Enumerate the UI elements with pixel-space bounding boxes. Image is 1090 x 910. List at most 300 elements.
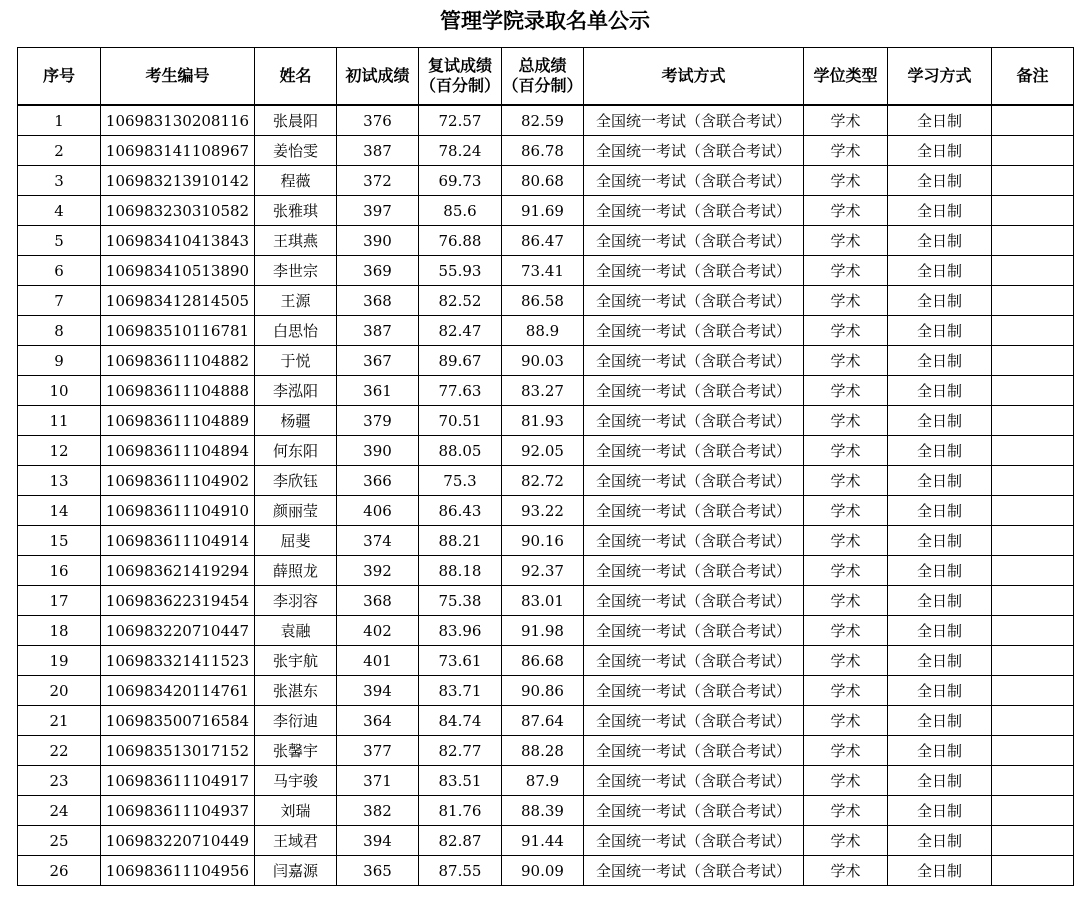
cell-name: 闫嘉源 <box>255 856 337 886</box>
table-row <box>18 226 1074 256</box>
cell-total-score: 73.41 <box>502 256 584 286</box>
table-row <box>18 406 1074 436</box>
cell-name: 薛照龙 <box>255 556 337 586</box>
cell-seq: 9 <box>18 346 101 376</box>
cell-candidate-id: 106983420114761 <box>101 676 255 706</box>
cell-note <box>992 136 1074 166</box>
cell-name: 杨疆 <box>255 406 337 436</box>
cell-study-mode: 全日制 <box>888 496 992 526</box>
header-name: 姓名 <box>255 48 337 106</box>
cell-retest-score: 83.51 <box>419 766 502 796</box>
cell-retest-score: 88.18 <box>419 556 502 586</box>
cell-total-score: 82.59 <box>502 105 584 136</box>
cell-exam-method: 全国统一考试（含联合考试） <box>584 766 804 796</box>
cell-seq: 8 <box>18 316 101 346</box>
cell-study-mode: 全日制 <box>888 736 992 766</box>
header-initial-score: 初试成绩 <box>337 48 419 106</box>
cell-note <box>992 316 1074 346</box>
table-row <box>18 436 1074 466</box>
cell-study-mode: 全日制 <box>888 856 992 886</box>
cell-candidate-id: 106983622319454 <box>101 586 255 616</box>
cell-name: 王琪燕 <box>255 226 337 256</box>
cell-seq: 22 <box>18 736 101 766</box>
cell-candidate-id: 106983611104902 <box>101 466 255 496</box>
cell-study-mode: 全日制 <box>888 556 992 586</box>
cell-name: 马宇骏 <box>255 766 337 796</box>
cell-exam-method: 全国统一考试（含联合考试） <box>584 496 804 526</box>
cell-initial-score: 365 <box>337 856 419 886</box>
cell-total-score: 83.27 <box>502 376 584 406</box>
cell-study-mode: 全日制 <box>888 586 992 616</box>
cell-candidate-id: 106983213910142 <box>101 166 255 196</box>
cell-name: 李衍迪 <box>255 706 337 736</box>
cell-initial-score: 371 <box>337 766 419 796</box>
cell-seq: 12 <box>18 436 101 466</box>
header-id: 考生编号 <box>101 48 255 106</box>
header-total-score <box>502 48 584 106</box>
cell-total-score: 87.64 <box>502 706 584 736</box>
cell-study-mode: 全日制 <box>888 466 992 496</box>
cell-exam-method: 全国统一考试（含联合考试） <box>584 556 804 586</box>
cell-exam-method: 全国统一考试（含联合考试） <box>584 406 804 436</box>
cell-total-score: 90.16 <box>502 526 584 556</box>
cell-initial-score: 397 <box>337 196 419 226</box>
cell-retest-score: 82.52 <box>419 286 502 316</box>
cell-initial-score: 392 <box>337 556 419 586</box>
cell-degree-type: 学术 <box>804 586 888 616</box>
table-row <box>18 736 1074 766</box>
cell-name: 袁融 <box>255 616 337 646</box>
cell-study-mode: 全日制 <box>888 286 992 316</box>
cell-name: 李泓阳 <box>255 376 337 406</box>
cell-retest-score: 73.61 <box>419 646 502 676</box>
cell-note <box>992 526 1074 556</box>
cell-degree-type: 学术 <box>804 736 888 766</box>
cell-candidate-id: 106983621419294 <box>101 556 255 586</box>
cell-note <box>992 646 1074 676</box>
table-row <box>18 376 1074 406</box>
table-row <box>18 706 1074 736</box>
table-row <box>18 105 1074 136</box>
cell-note <box>992 496 1074 526</box>
table-row <box>18 256 1074 286</box>
cell-candidate-id: 106983220710449 <box>101 826 255 856</box>
cell-total-score: 88.9 <box>502 316 584 346</box>
header-degree-type: 学位类型 <box>804 48 888 106</box>
cell-retest-score: 70.51 <box>419 406 502 436</box>
cell-exam-method: 全国统一考试（含联合考试） <box>584 166 804 196</box>
cell-total-score: 91.69 <box>502 196 584 226</box>
cell-total-score: 90.03 <box>502 346 584 376</box>
cell-retest-score: 83.96 <box>419 616 502 646</box>
cell-note <box>992 766 1074 796</box>
table-row <box>18 346 1074 376</box>
cell-candidate-id: 106983611104888 <box>101 376 255 406</box>
cell-study-mode: 全日制 <box>888 616 992 646</box>
header-total-line2: （百分制） <box>502 76 583 95</box>
cell-note <box>992 196 1074 226</box>
cell-exam-method: 全国统一考试（含联合考试） <box>584 316 804 346</box>
table-row <box>18 796 1074 826</box>
cell-candidate-id: 106983410513890 <box>101 256 255 286</box>
header-total-line1: 总成绩 <box>518 56 567 75</box>
cell-name: 颜丽莹 <box>255 496 337 526</box>
cell-candidate-id: 106983611104917 <box>101 766 255 796</box>
cell-retest-score: 76.88 <box>419 226 502 256</box>
cell-initial-score: 387 <box>337 136 419 166</box>
cell-seq: 1 <box>18 105 101 136</box>
cell-retest-score: 82.77 <box>419 736 502 766</box>
cell-name: 屈斐 <box>255 526 337 556</box>
cell-degree-type: 学术 <box>804 166 888 196</box>
cell-candidate-id: 106983130208116 <box>101 105 255 136</box>
cell-name: 张晨阳 <box>255 105 337 136</box>
cell-candidate-id: 106983611104882 <box>101 346 255 376</box>
table-row <box>18 136 1074 166</box>
header-retest-line2: （百分制） <box>419 76 500 95</box>
cell-degree-type: 学术 <box>804 826 888 856</box>
cell-degree-type: 学术 <box>804 256 888 286</box>
cell-candidate-id: 106983611104889 <box>101 406 255 436</box>
cell-study-mode: 全日制 <box>888 166 992 196</box>
cell-seq: 19 <box>18 646 101 676</box>
cell-degree-type: 学术 <box>804 226 888 256</box>
header-note: 备注 <box>992 48 1074 106</box>
cell-candidate-id: 106983321411523 <box>101 646 255 676</box>
cell-seq: 10 <box>18 376 101 406</box>
cell-study-mode: 全日制 <box>888 346 992 376</box>
cell-note <box>992 346 1074 376</box>
cell-seq: 24 <box>18 796 101 826</box>
cell-initial-score: 390 <box>337 436 419 466</box>
cell-retest-score: 81.76 <box>419 796 502 826</box>
cell-exam-method: 全国统一考试（含联合考试） <box>584 105 804 136</box>
cell-seq: 21 <box>18 706 101 736</box>
admission-table <box>17 47 1074 886</box>
cell-candidate-id: 106983220710447 <box>101 616 255 646</box>
cell-seq: 18 <box>18 616 101 646</box>
cell-retest-score: 88.21 <box>419 526 502 556</box>
header-seq: 序号 <box>18 48 101 106</box>
cell-exam-method: 全国统一考试（含联合考试） <box>584 466 804 496</box>
cell-name: 李世宗 <box>255 256 337 286</box>
cell-total-score: 87.9 <box>502 766 584 796</box>
cell-seq: 17 <box>18 586 101 616</box>
cell-exam-method: 全国统一考试（含联合考试） <box>584 586 804 616</box>
cell-seq: 3 <box>18 166 101 196</box>
cell-candidate-id: 106983500716584 <box>101 706 255 736</box>
table-row <box>18 856 1074 886</box>
cell-note <box>992 706 1074 736</box>
table-row <box>18 466 1074 496</box>
cell-degree-type: 学术 <box>804 346 888 376</box>
cell-candidate-id: 106983513017152 <box>101 736 255 766</box>
cell-candidate-id: 106983412814505 <box>101 286 255 316</box>
cell-total-score: 83.01 <box>502 586 584 616</box>
cell-exam-method: 全国统一考试（含联合考试） <box>584 706 804 736</box>
cell-total-score: 90.09 <box>502 856 584 886</box>
cell-total-score: 81.93 <box>502 406 584 436</box>
cell-seq: 2 <box>18 136 101 166</box>
cell-total-score: 88.39 <box>502 796 584 826</box>
cell-degree-type: 学术 <box>804 796 888 826</box>
page-title: 管理学院录取名单公示 <box>440 9 650 33</box>
cell-initial-score: 367 <box>337 346 419 376</box>
cell-total-score: 80.68 <box>502 166 584 196</box>
cell-exam-method: 全国统一考试（含联合考试） <box>584 256 804 286</box>
cell-initial-score: 374 <box>337 526 419 556</box>
cell-exam-method: 全国统一考试（含联合考试） <box>584 526 804 556</box>
cell-study-mode: 全日制 <box>888 766 992 796</box>
cell-initial-score: 368 <box>337 586 419 616</box>
cell-degree-type: 学术 <box>804 436 888 466</box>
cell-initial-score: 406 <box>337 496 419 526</box>
cell-seq: 13 <box>18 466 101 496</box>
cell-seq: 26 <box>18 856 101 886</box>
cell-total-score: 88.28 <box>502 736 584 766</box>
cell-name: 王域君 <box>255 826 337 856</box>
table-row <box>18 496 1074 526</box>
cell-candidate-id: 106983410413843 <box>101 226 255 256</box>
table-row <box>18 196 1074 226</box>
cell-degree-type: 学术 <box>804 856 888 886</box>
cell-degree-type: 学术 <box>804 526 888 556</box>
cell-degree-type: 学术 <box>804 556 888 586</box>
cell-study-mode: 全日制 <box>888 226 992 256</box>
cell-total-score: 93.22 <box>502 496 584 526</box>
cell-retest-score: 75.38 <box>419 586 502 616</box>
cell-name: 何东阳 <box>255 436 337 466</box>
cell-study-mode: 全日制 <box>888 376 992 406</box>
cell-initial-score: 368 <box>337 286 419 316</box>
cell-exam-method: 全国统一考试（含联合考试） <box>584 646 804 676</box>
cell-initial-score: 394 <box>337 676 419 706</box>
cell-retest-score: 86.43 <box>419 496 502 526</box>
cell-seq: 16 <box>18 556 101 586</box>
cell-degree-type: 学术 <box>804 286 888 316</box>
cell-exam-method: 全国统一考试（含联合考试） <box>584 826 804 856</box>
cell-exam-method: 全国统一考试（含联合考试） <box>584 796 804 826</box>
cell-candidate-id: 106983230310582 <box>101 196 255 226</box>
cell-seq: 23 <box>18 766 101 796</box>
cell-degree-type: 学术 <box>804 496 888 526</box>
cell-note <box>992 466 1074 496</box>
cell-retest-score: 85.6 <box>419 196 502 226</box>
cell-exam-method: 全国统一考试（含联合考试） <box>584 286 804 316</box>
cell-degree-type: 学术 <box>804 376 888 406</box>
cell-degree-type: 学术 <box>804 676 888 706</box>
cell-degree-type: 学术 <box>804 136 888 166</box>
cell-exam-method: 全国统一考试（含联合考试） <box>584 226 804 256</box>
cell-initial-score: 402 <box>337 616 419 646</box>
cell-seq: 5 <box>18 226 101 256</box>
cell-note <box>992 406 1074 436</box>
cell-initial-score: 379 <box>337 406 419 436</box>
cell-note <box>992 376 1074 406</box>
cell-note <box>992 105 1074 136</box>
cell-study-mode: 全日制 <box>888 436 992 466</box>
cell-study-mode: 全日制 <box>888 826 992 856</box>
table-row <box>18 646 1074 676</box>
cell-exam-method: 全国统一考试（含联合考试） <box>584 436 804 466</box>
cell-study-mode: 全日制 <box>888 105 992 136</box>
cell-initial-score: 369 <box>337 256 419 286</box>
cell-retest-score: 75.3 <box>419 466 502 496</box>
cell-initial-score: 377 <box>337 736 419 766</box>
cell-exam-method: 全国统一考试（含联合考试） <box>584 346 804 376</box>
cell-initial-score: 372 <box>337 166 419 196</box>
cell-name: 李欣钰 <box>255 466 337 496</box>
cell-study-mode: 全日制 <box>888 676 992 706</box>
cell-name: 张馨宇 <box>255 736 337 766</box>
cell-total-score: 91.44 <box>502 826 584 856</box>
cell-note <box>992 586 1074 616</box>
cell-seq: 20 <box>18 676 101 706</box>
cell-note <box>992 286 1074 316</box>
cell-exam-method: 全国统一考试（含联合考试） <box>584 376 804 406</box>
cell-retest-score: 84.74 <box>419 706 502 736</box>
cell-study-mode: 全日制 <box>888 196 992 226</box>
cell-degree-type: 学术 <box>804 646 888 676</box>
cell-name: 王源 <box>255 286 337 316</box>
cell-initial-score: 366 <box>337 466 419 496</box>
cell-name: 张湛东 <box>255 676 337 706</box>
cell-retest-score: 88.05 <box>419 436 502 466</box>
cell-retest-score: 82.47 <box>419 316 502 346</box>
table-row <box>18 766 1074 796</box>
cell-seq: 25 <box>18 826 101 856</box>
cell-total-score: 91.98 <box>502 616 584 646</box>
cell-study-mode: 全日制 <box>888 256 992 286</box>
cell-retest-score: 78.24 <box>419 136 502 166</box>
cell-initial-score: 401 <box>337 646 419 676</box>
cell-seq: 11 <box>18 406 101 436</box>
cell-total-score: 90.86 <box>502 676 584 706</box>
cell-candidate-id: 106983611104956 <box>101 856 255 886</box>
cell-note <box>992 796 1074 826</box>
table-row <box>18 166 1074 196</box>
cell-exam-method: 全国统一考试（含联合考试） <box>584 616 804 646</box>
cell-seq: 4 <box>18 196 101 226</box>
header-retest-score <box>419 48 502 106</box>
cell-note <box>992 856 1074 886</box>
cell-study-mode: 全日制 <box>888 406 992 436</box>
cell-candidate-id: 106983141108967 <box>101 136 255 166</box>
cell-candidate-id: 106983611104937 <box>101 796 255 826</box>
table-row <box>18 826 1074 856</box>
cell-note <box>992 826 1074 856</box>
cell-seq: 15 <box>18 526 101 556</box>
cell-degree-type: 学术 <box>804 406 888 436</box>
cell-note <box>992 556 1074 586</box>
table-row <box>18 286 1074 316</box>
cell-study-mode: 全日制 <box>888 526 992 556</box>
cell-note <box>992 166 1074 196</box>
cell-initial-score: 382 <box>337 796 419 826</box>
cell-degree-type: 学术 <box>804 766 888 796</box>
cell-candidate-id: 106983611104894 <box>101 436 255 466</box>
cell-degree-type: 学术 <box>804 706 888 736</box>
cell-initial-score: 394 <box>337 826 419 856</box>
cell-total-score: 86.68 <box>502 646 584 676</box>
table-row <box>18 586 1074 616</box>
cell-retest-score: 82.87 <box>419 826 502 856</box>
cell-retest-score: 69.73 <box>419 166 502 196</box>
cell-candidate-id: 106983611104914 <box>101 526 255 556</box>
cell-exam-method: 全国统一考试（含联合考试） <box>584 676 804 706</box>
cell-degree-type: 学术 <box>804 105 888 136</box>
cell-name: 刘瑞 <box>255 796 337 826</box>
table-row <box>18 676 1074 706</box>
cell-name: 白思怡 <box>255 316 337 346</box>
cell-retest-score: 77.63 <box>419 376 502 406</box>
cell-initial-score: 376 <box>337 105 419 136</box>
cell-name: 李羽容 <box>255 586 337 616</box>
cell-initial-score: 387 <box>337 316 419 346</box>
header-exam-method: 考试方式 <box>584 48 804 106</box>
cell-initial-score: 364 <box>337 706 419 736</box>
cell-total-score: 92.05 <box>502 436 584 466</box>
table-row <box>18 556 1074 586</box>
cell-total-score: 86.78 <box>502 136 584 166</box>
cell-seq: 6 <box>18 256 101 286</box>
cell-retest-score: 87.55 <box>419 856 502 886</box>
table-row <box>18 616 1074 646</box>
cell-initial-score: 361 <box>337 376 419 406</box>
cell-degree-type: 学术 <box>804 616 888 646</box>
cell-study-mode: 全日制 <box>888 796 992 826</box>
cell-exam-method: 全国统一考试（含联合考试） <box>584 136 804 166</box>
cell-note <box>992 736 1074 766</box>
cell-degree-type: 学术 <box>804 466 888 496</box>
cell-exam-method: 全国统一考试（含联合考试） <box>584 856 804 886</box>
cell-study-mode: 全日制 <box>888 646 992 676</box>
cell-retest-score: 55.93 <box>419 256 502 286</box>
cell-total-score: 92.37 <box>502 556 584 586</box>
cell-study-mode: 全日制 <box>888 706 992 736</box>
cell-retest-score: 89.67 <box>419 346 502 376</box>
table-body <box>18 105 1074 886</box>
header-study-mode: 学习方式 <box>888 48 992 106</box>
cell-seq: 14 <box>18 496 101 526</box>
cell-note <box>992 676 1074 706</box>
cell-retest-score: 72.57 <box>419 105 502 136</box>
cell-candidate-id: 106983611104910 <box>101 496 255 526</box>
cell-degree-type: 学术 <box>804 196 888 226</box>
cell-total-score: 86.47 <box>502 226 584 256</box>
cell-exam-method: 全国统一考试（含联合考试） <box>584 736 804 766</box>
cell-seq: 7 <box>18 286 101 316</box>
cell-study-mode: 全日制 <box>888 316 992 346</box>
table-row <box>18 316 1074 346</box>
cell-study-mode: 全日制 <box>888 136 992 166</box>
cell-degree-type: 学术 <box>804 316 888 346</box>
cell-name: 张宇航 <box>255 646 337 676</box>
header-retest-line1: 复试成绩 <box>427 56 492 75</box>
cell-exam-method: 全国统一考试（含联合考试） <box>584 196 804 226</box>
cell-note <box>992 436 1074 466</box>
cell-total-score: 86.58 <box>502 286 584 316</box>
cell-total-score: 82.72 <box>502 466 584 496</box>
cell-name: 程薇 <box>255 166 337 196</box>
cell-name: 张雅琪 <box>255 196 337 226</box>
cell-name: 于悦 <box>255 346 337 376</box>
cell-note <box>992 226 1074 256</box>
cell-name: 姜怡雯 <box>255 136 337 166</box>
cell-candidate-id: 106983510116781 <box>101 316 255 346</box>
cell-note <box>992 616 1074 646</box>
cell-retest-score: 83.71 <box>419 676 502 706</box>
